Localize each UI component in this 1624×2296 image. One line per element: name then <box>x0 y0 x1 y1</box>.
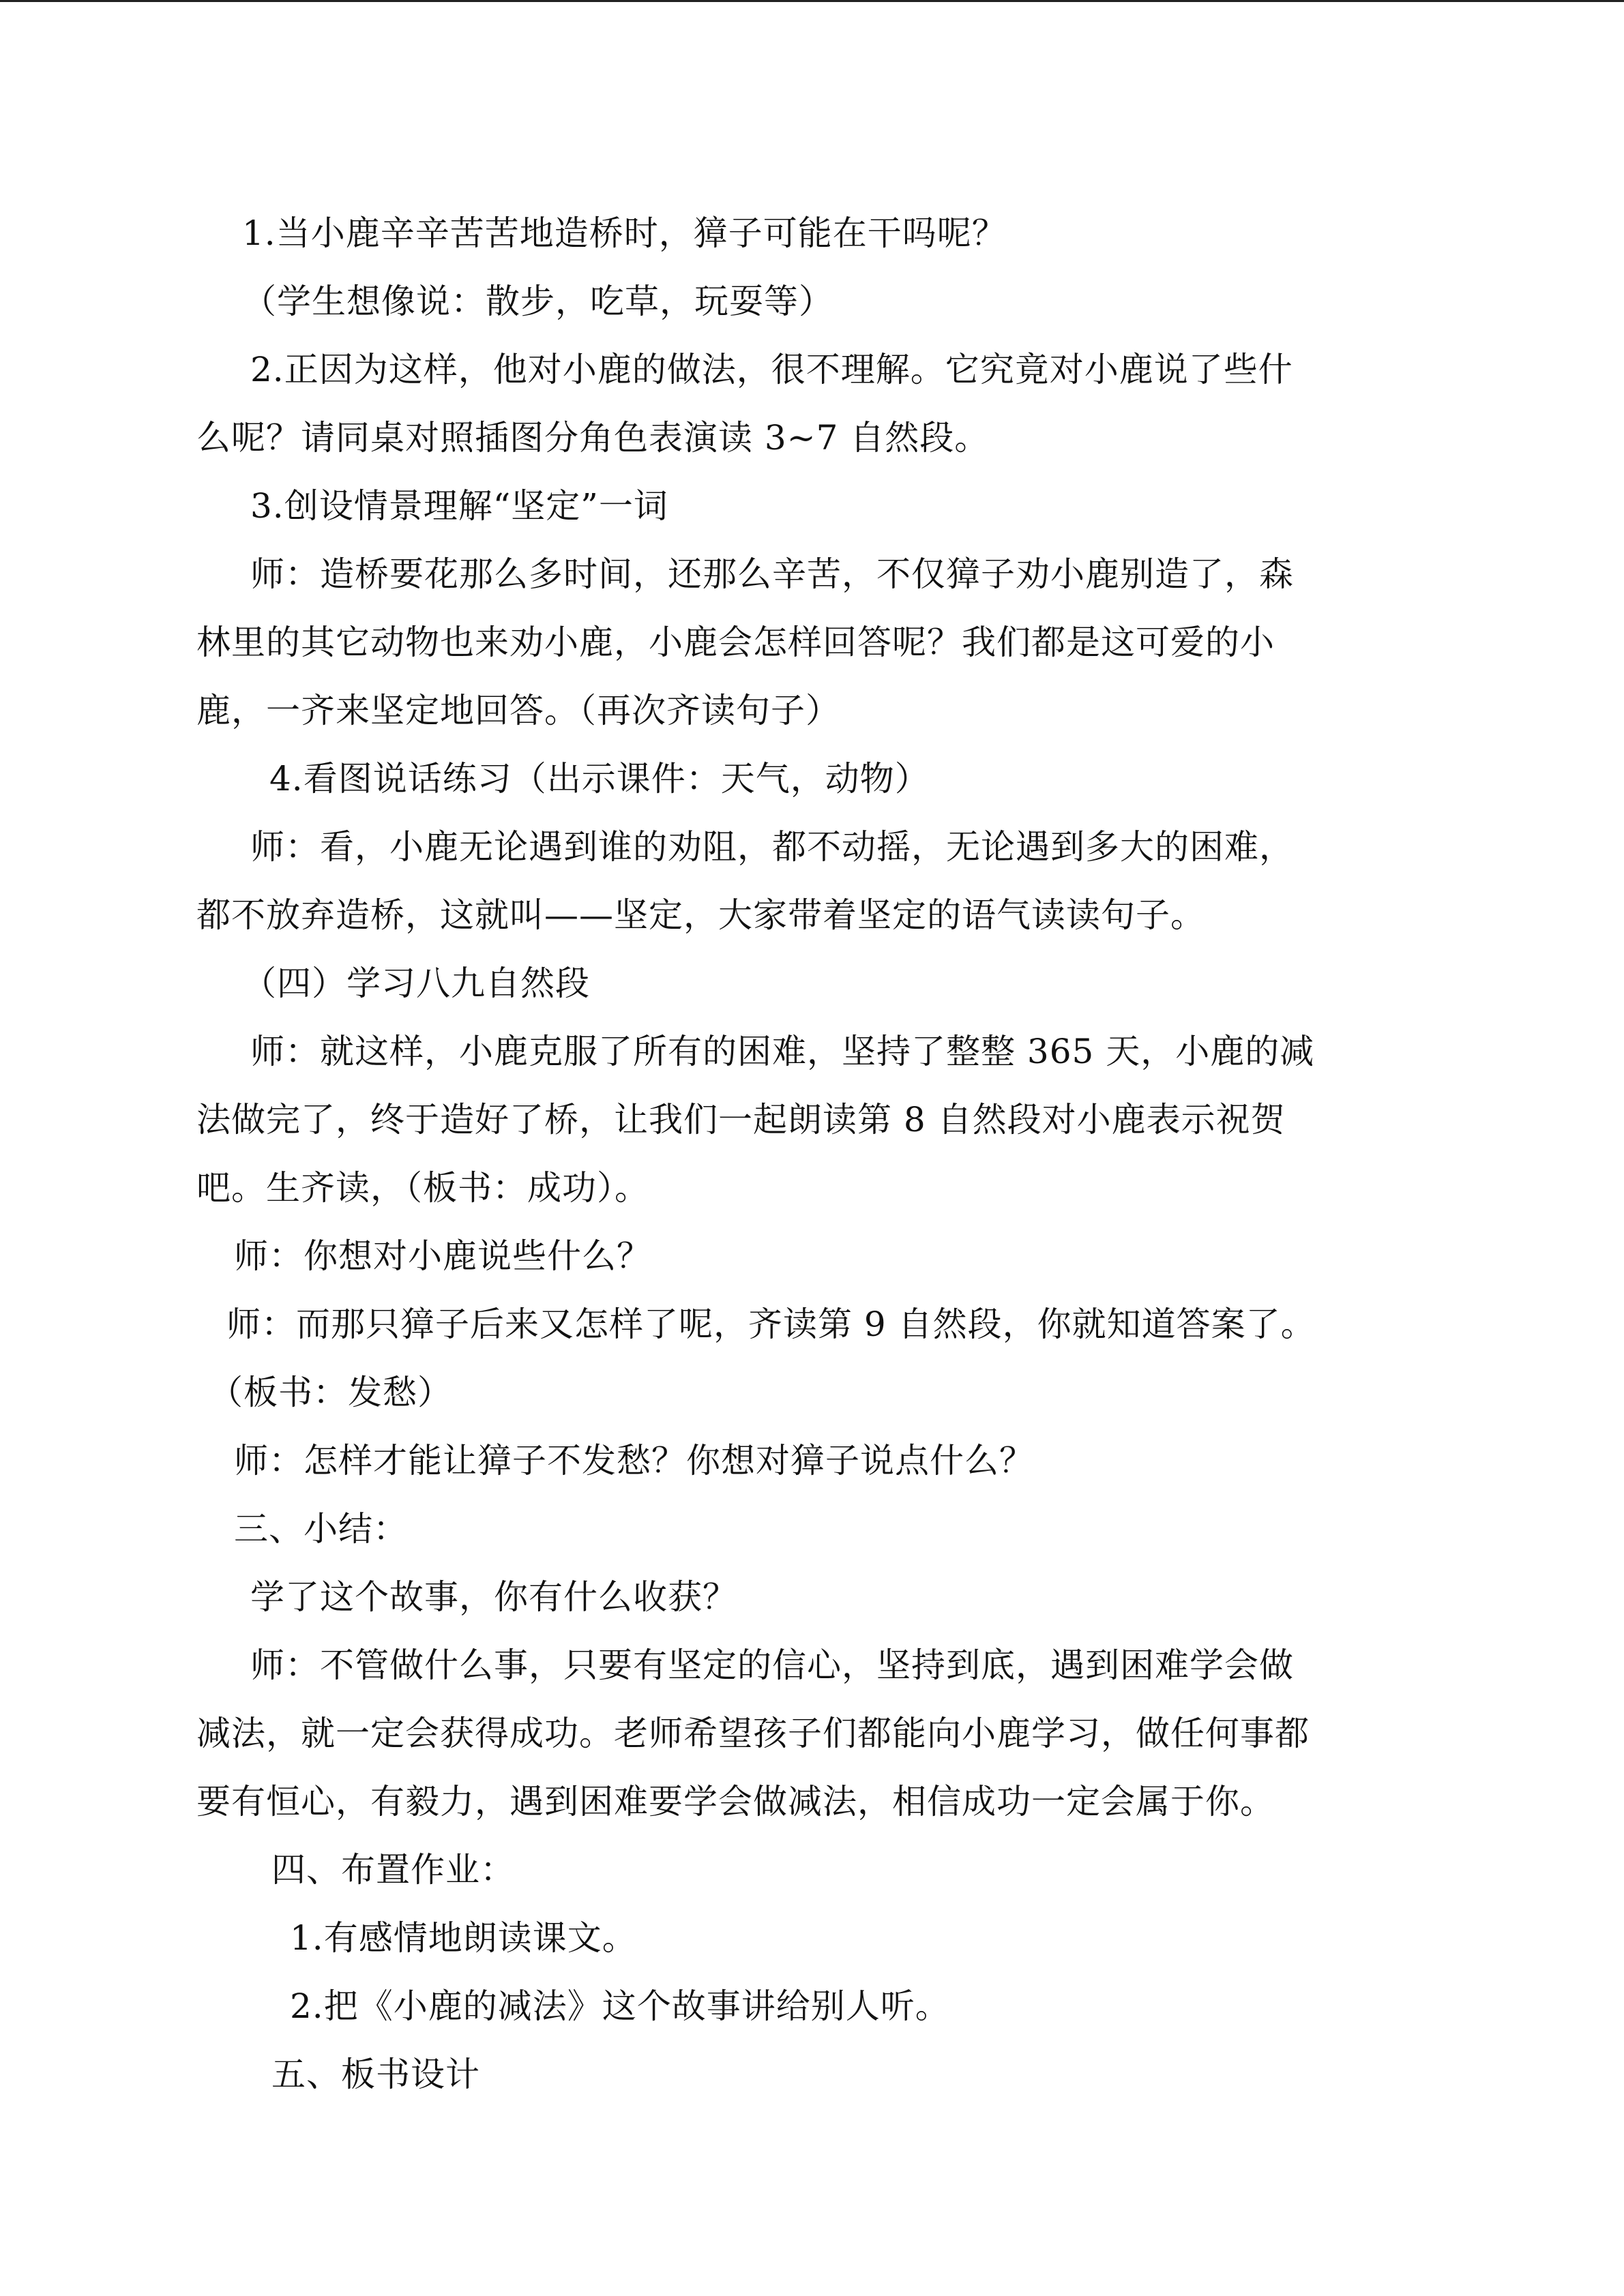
text-line: 1.当小鹿辛辛苦苦地造桥时，獐子可能在干吗呢？ <box>242 213 1007 253</box>
text-line: 师：看，小鹿无论遇到谁的劝阻，都不动摇，无论遇到多大的困难， <box>250 827 1294 867</box>
text-line: 法做完了，终于造好了桥，让我们一起朗读第 8 自然段对小鹿表示祝贺 <box>196 1100 1286 1139</box>
section-heading: 四、布置作业： <box>271 1850 515 1890</box>
section-heading: （四）学习八九自然段 <box>242 964 590 1003</box>
text-line: （板书：发愁） <box>209 1373 452 1412</box>
text-line: 师：不管做什么事，只要有坚定的信心，坚持到底，遇到困难学会做 <box>250 1645 1294 1685</box>
text-line: （学生想像说：散步，吃草，玩耍等） <box>242 282 833 321</box>
text-line: 师：怎样才能让獐子不发愁？你想对獐子说点什么？ <box>234 1441 1034 1480</box>
text-line: 师：造桥要花那么多时间，还那么辛苦，不仅獐子劝小鹿别造了，森 <box>250 554 1294 594</box>
text-line: 么呢？请同桌对照插图分角色表演读 3~7 自然段。 <box>196 418 990 458</box>
text-line: 师：就这样，小鹿克服了所有的困难，坚持了整整 365 天，小鹿的减 <box>250 1032 1315 1071</box>
text-line: 减法，就一定会获得成功。老师希望孩子们都能向小鹿学习，做任何事都 <box>196 1714 1310 1753</box>
text-line: 学了这个故事，你有什么收获？ <box>250 1577 737 1617</box>
text-line: 1.有感情地朗读课文。 <box>290 1918 637 1958</box>
text-line: 2.把《小鹿的减法》这个故事讲给别人听。 <box>290 1986 950 2026</box>
text-line: 师：而那只獐子后来又怎样了呢，齐读第 9 自然段，你就知道答案了。 <box>226 1304 1316 1344</box>
text-line: 要有恒心，有毅力，遇到困难要学会做减法，相信成功一定会属于你。 <box>196 1782 1275 1821</box>
text-line: 师：你想对小鹿说些什么？ <box>234 1236 651 1276</box>
text-line: 2.正因为这样，他对小鹿的做法，很不理解。它究竟对小鹿说了些什 <box>250 350 1293 389</box>
text-line: 4.看图说话练习（出示课件：天气，动物） <box>269 759 930 799</box>
text-line: 3.创设情景理解“坚定”一词 <box>250 486 668 526</box>
text-line: 都不放弃造桥，这就叫——坚定，大家带着坚定的语气读读句子。 <box>196 895 1205 935</box>
text-line: 吧。生齐读，（板书：成功）。 <box>196 1168 649 1208</box>
section-heading: 五、板书设计 <box>271 2055 480 2094</box>
text-line: 林里的其它动物也来劝小鹿，小鹿会怎样回答呢？我们都是这可爱的小 <box>196 623 1275 662</box>
section-heading: 三、小结： <box>234 1509 408 1549</box>
text-line: 鹿，一齐来坚定地回答。（再次齐读句子） <box>196 691 840 730</box>
